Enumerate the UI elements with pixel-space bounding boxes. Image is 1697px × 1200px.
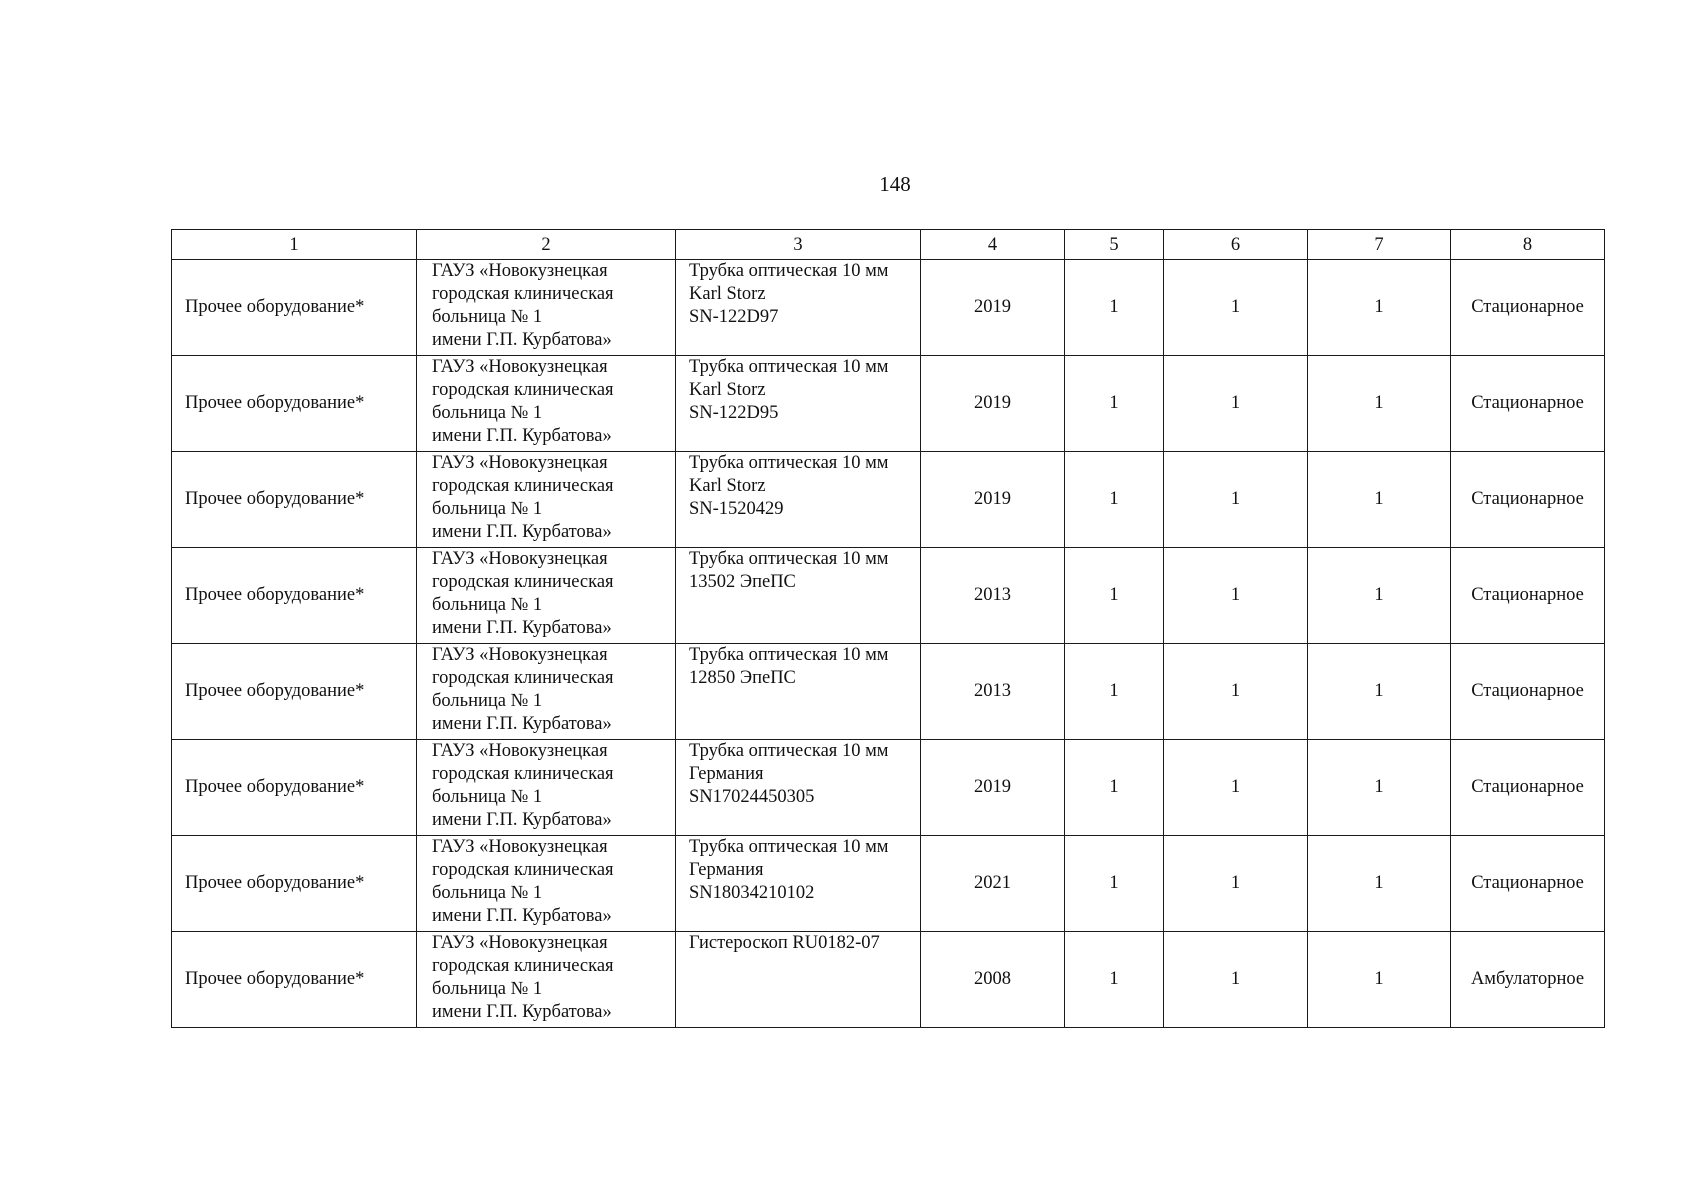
table-row xyxy=(172,644,1605,740)
table-row xyxy=(172,740,1605,836)
column-5-cell: 1 xyxy=(1065,740,1164,836)
organization-line: городская клиническая xyxy=(432,956,614,976)
column-6-cell: 1 xyxy=(1164,548,1308,644)
column-header: 4 xyxy=(921,230,1065,260)
table-row xyxy=(172,260,1605,356)
equipment-type-cell: Прочее оборудование* xyxy=(172,548,417,644)
organization-line: имени Г.П. Курбатова» xyxy=(432,426,612,446)
organization-line: ГАУЗ «Новокузнецкая xyxy=(432,837,608,857)
table-row xyxy=(172,356,1605,452)
organization-line: ГАУЗ «Новокузнецкая xyxy=(432,453,608,473)
usage-mode-cell: Стационарное xyxy=(1451,260,1605,356)
column-6-cell: 1 xyxy=(1164,932,1308,1028)
column-7-cell: 1 xyxy=(1308,932,1451,1028)
organization-line: ГАУЗ «Новокузнецкая xyxy=(432,933,608,953)
organization-line: имени Г.П. Курбатова» xyxy=(432,714,612,734)
equipment-name-cell xyxy=(676,644,921,740)
organization-cell xyxy=(417,740,676,836)
organization-line: ГАУЗ «Новокузнецкая xyxy=(432,261,608,281)
equipment-line: Трубка оптическая 10 мм xyxy=(689,645,889,665)
organization-cell xyxy=(417,452,676,548)
table-row xyxy=(172,932,1605,1028)
column-5-cell: 1 xyxy=(1065,932,1164,1028)
column-7-cell: 1 xyxy=(1308,260,1451,356)
equipment-type-cell: Прочее оборудование* xyxy=(172,644,417,740)
column-7-cell: 1 xyxy=(1308,356,1451,452)
column-5-cell: 1 xyxy=(1065,836,1164,932)
equipment-line: 12850 ЭпеПС xyxy=(689,668,796,688)
year-cell: 2019 xyxy=(921,740,1065,836)
usage-mode-cell: Стационарное xyxy=(1451,548,1605,644)
organization-line: имени Г.П. Курбатова» xyxy=(432,1002,612,1022)
year-cell: 2013 xyxy=(921,548,1065,644)
organization-line: имени Г.П. Курбатова» xyxy=(432,618,612,638)
equipment-line: Германия xyxy=(689,764,764,784)
organization-line: больница № 1 xyxy=(432,595,543,615)
organization-line: имени Г.П. Курбатова» xyxy=(432,330,612,350)
equipment-name-cell xyxy=(676,548,921,644)
equipment-type-cell: Прочее оборудование* xyxy=(172,836,417,932)
organization-cell xyxy=(417,260,676,356)
organization-line: больница № 1 xyxy=(432,883,543,903)
equipment-line: SN-122D95 xyxy=(689,403,779,423)
year-cell: 2008 xyxy=(921,932,1065,1028)
organization-line: ГАУЗ «Новокузнецкая xyxy=(432,549,608,569)
table-body xyxy=(172,230,1605,1028)
column-header: 1 xyxy=(172,230,417,260)
organization-line: ГАУЗ «Новокузнецкая xyxy=(432,741,608,761)
organization-line: городская клиническая xyxy=(432,284,614,304)
equipment-name-cell xyxy=(676,452,921,548)
table-row xyxy=(172,548,1605,644)
equipment-line: Karl Storz xyxy=(689,380,766,400)
table-row xyxy=(172,836,1605,932)
equipment-name-cell xyxy=(676,740,921,836)
equipment-line: Трубка оптическая 10 мм xyxy=(689,453,889,473)
column-6-cell: 1 xyxy=(1164,356,1308,452)
organization-cell xyxy=(417,644,676,740)
column-6-cell: 1 xyxy=(1164,836,1308,932)
column-5-cell: 1 xyxy=(1065,644,1164,740)
usage-mode-cell: Стационарное xyxy=(1451,356,1605,452)
organization-line: больница № 1 xyxy=(432,979,543,999)
organization-cell xyxy=(417,932,676,1028)
column-6-cell: 1 xyxy=(1164,260,1308,356)
table-row xyxy=(172,452,1605,548)
organization-line: городская клиническая xyxy=(432,380,614,400)
column-5-cell: 1 xyxy=(1065,356,1164,452)
organization-line: имени Г.П. Курбатова» xyxy=(432,810,612,830)
organization-cell xyxy=(417,548,676,644)
equipment-line: SN-122D97 xyxy=(689,307,779,327)
equipment-line: Трубка оптическая 10 мм xyxy=(689,357,889,377)
organization-line: больница № 1 xyxy=(432,787,543,807)
year-cell: 2013 xyxy=(921,644,1065,740)
equipment-name-cell xyxy=(676,836,921,932)
equipment-type-cell: Прочее оборудование* xyxy=(172,260,417,356)
organization-line: имени Г.П. Курбатова» xyxy=(432,906,612,926)
column-6-cell: 1 xyxy=(1164,644,1308,740)
organization-line: больница № 1 xyxy=(432,403,543,423)
organization-line: больница № 1 xyxy=(432,307,543,327)
column-header: 3 xyxy=(676,230,921,260)
equipment-line: 13502 ЭпеПС xyxy=(689,572,796,592)
column-7-cell: 1 xyxy=(1308,548,1451,644)
usage-mode-cell: Стационарное xyxy=(1451,740,1605,836)
usage-mode-cell: Стационарное xyxy=(1451,836,1605,932)
equipment-line: Гистероскоп RU0182-07 xyxy=(689,933,880,953)
organization-cell xyxy=(417,356,676,452)
column-7-cell: 1 xyxy=(1308,644,1451,740)
column-5-cell: 1 xyxy=(1065,260,1164,356)
equipment-line: Трубка оптическая 10 мм xyxy=(689,261,889,281)
equipment-line: Трубка оптическая 10 мм xyxy=(689,549,889,569)
organization-line: имени Г.П. Курбатова» xyxy=(432,522,612,542)
column-header: 8 xyxy=(1451,230,1605,260)
column-7-cell: 1 xyxy=(1308,740,1451,836)
column-7-cell: 1 xyxy=(1308,452,1451,548)
equipment-line: Трубка оптическая 10 мм xyxy=(689,837,889,857)
equipment-name-cell xyxy=(676,260,921,356)
equipment-line: Karl Storz xyxy=(689,284,766,304)
equipment-line: SN-1520429 xyxy=(689,499,784,519)
column-6-cell: 1 xyxy=(1164,740,1308,836)
page-number: 148 xyxy=(879,172,911,196)
column-7-cell: 1 xyxy=(1308,836,1451,932)
header-row xyxy=(172,230,1605,260)
equipment-line: Трубка оптическая 10 мм xyxy=(689,741,889,761)
equipment-line: Германия xyxy=(689,860,764,880)
equipment-name-cell xyxy=(676,932,921,1028)
column-header: 2 xyxy=(417,230,676,260)
column-5-cell: 1 xyxy=(1065,548,1164,644)
equipment-type-cell: Прочее оборудование* xyxy=(172,740,417,836)
usage-mode-cell: Амбулаторное xyxy=(1451,932,1605,1028)
column-header: 5 xyxy=(1065,230,1164,260)
organization-line: ГАУЗ «Новокузнецкая xyxy=(432,645,608,665)
organization-cell xyxy=(417,836,676,932)
organization-line: больница № 1 xyxy=(432,691,543,711)
year-cell: 2019 xyxy=(921,452,1065,548)
equipment-type-cell: Прочее оборудование* xyxy=(172,932,417,1028)
column-header: 7 xyxy=(1308,230,1451,260)
organization-line: ГАУЗ «Новокузнецкая xyxy=(432,357,608,377)
column-header: 6 xyxy=(1164,230,1308,260)
equipment-line: SN17024450305 xyxy=(689,787,815,807)
equipment-name-cell xyxy=(676,356,921,452)
year-cell: 2019 xyxy=(921,356,1065,452)
equipment-type-cell: Прочее оборудование* xyxy=(172,356,417,452)
equipment-type-cell: Прочее оборудование* xyxy=(172,452,417,548)
column-6-cell: 1 xyxy=(1164,452,1308,548)
year-cell: 2019 xyxy=(921,260,1065,356)
usage-mode-cell: Стационарное xyxy=(1451,644,1605,740)
equipment-table xyxy=(171,229,1605,1028)
organization-line: больница № 1 xyxy=(432,499,543,519)
usage-mode-cell: Стационарное xyxy=(1451,452,1605,548)
column-5-cell: 1 xyxy=(1065,452,1164,548)
organization-line: городская клиническая xyxy=(432,764,614,784)
equipment-line: Karl Storz xyxy=(689,476,766,496)
organization-line: городская клиническая xyxy=(432,572,614,592)
organization-line: городская клиническая xyxy=(432,668,614,688)
organization-line: городская клиническая xyxy=(432,860,614,880)
organization-line: городская клиническая xyxy=(432,476,614,496)
year-cell: 2021 xyxy=(921,836,1065,932)
equipment-line: SN18034210102 xyxy=(689,883,815,903)
